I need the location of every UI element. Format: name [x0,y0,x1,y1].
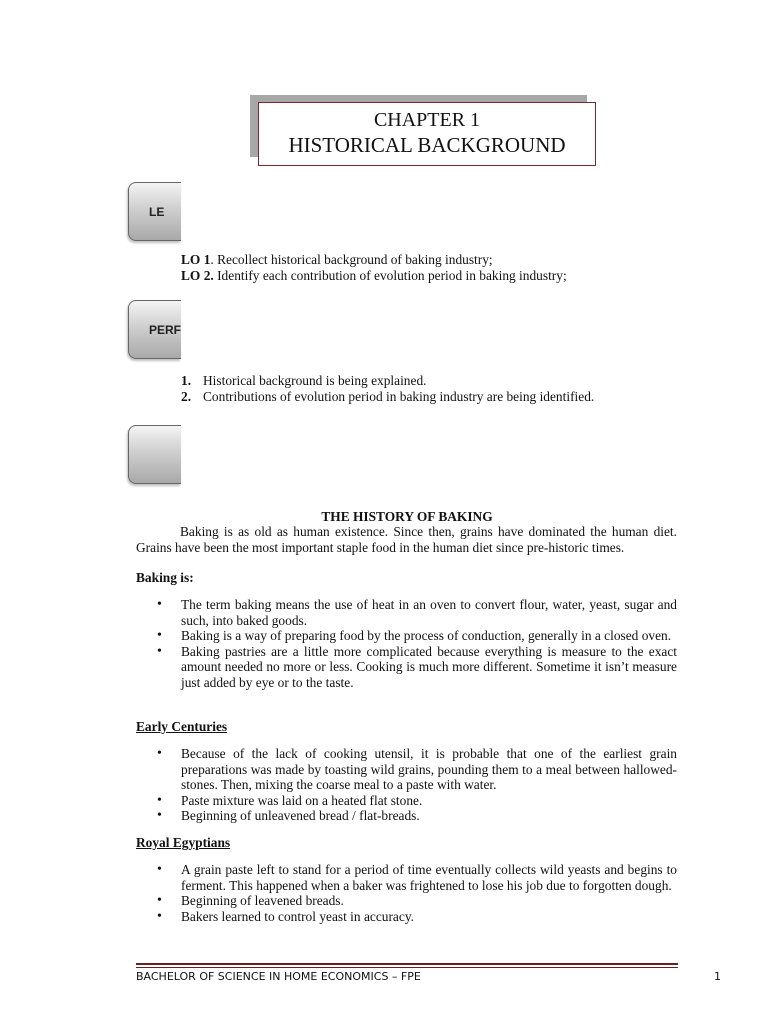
chapter-number: CHAPTER 1 [373,109,481,131]
lo-text: Identify each contribution of evolution period in baking industry; [213,268,567,283]
early-centuries-list [157,746,677,824]
list-item: • The term baking means the use of heat in an oven to convert flour, water, yeast, sugar and such, into baked goods. [157,597,677,628]
performance-item [181,389,681,405]
baking-is-label: Baking is: [136,570,194,585]
early-centuries-title: Early Centuries [136,719,228,734]
lo-code: LO 2. [181,268,214,283]
performance-text: Contributions of evolution period in baking industry are being identified. [203,388,595,404]
tab-label-learning: LE [149,204,165,219]
list-item: • Beginning of unleavened bread / flat-breads. [157,808,677,824]
performance-number: 1. [181,373,192,388]
intro-paragraph [136,524,677,555]
list-item: • Paste mixture was laid on a heated flat stone. [157,793,677,809]
list-item: • Baking is a way of preparing food by the process of conduction, generally in a closed oven. [157,628,677,644]
performance-item [181,373,681,389]
footer-rule [136,963,678,965]
performance-text: Historical background is being explained. [203,373,427,388]
list-item: • Bakers learned to control yeast in accuracy. [157,909,677,925]
learning-outcomes-tab [128,182,181,241]
royal-egyptians-title: Royal Egyptians [136,835,231,850]
footer-text: BACHELOR OF SCIENCE IN HOME ECONOMICS – FPE [136,970,421,983]
list-item: • Because of the lack of cooking utensil, it is probable that one of the earliest grain preparations was made by toasting wild grains, pounding them to a meal between hallowed-stones. Then, mixing the coarse meal to a paste with water. [157,746,677,793]
chapter-title-box [258,102,596,166]
baking-is-list [157,597,677,690]
chapter-title: HISTORICAL BACKGROUND [288,133,566,157]
list-item: • Beginning of leavened breads. [157,893,677,909]
lo-text: . Recollect historical background of baking industry; [210,252,493,267]
history-heading: THE HISTORY OF BAKING [321,509,493,524]
page-number: 1 [714,970,721,983]
royal-egyptians-list [157,862,677,924]
performance-tab [128,300,181,359]
list-item: • Baking pastries are a little more complicated because everything is measure to the exact amount needed no more or less. Cooking is much more different. Sometime it isn’t measure just added by eye or to the taste. [157,644,677,691]
performance-number: 2. [181,388,192,404]
lo-item [181,268,681,284]
list-item: • A grain paste left to stand for a period of time eventually collects wild yeasts and begins to ferment. This happened when a baker was frightened to lose his job due to forgotten dough. [157,862,677,893]
performance-list [181,373,681,404]
intro-text: Baking is as old as human existence. Since then, grains have dominated the human diet. Grains have been the most important staple food in the human diet since pre-historic times. [136,524,677,555]
tab-label-performance: PERF [149,322,181,337]
footer-rule-thin [136,967,678,968]
lo-code: LO 1 [181,252,211,267]
content-tab [128,425,181,484]
lo-item [181,252,681,268]
